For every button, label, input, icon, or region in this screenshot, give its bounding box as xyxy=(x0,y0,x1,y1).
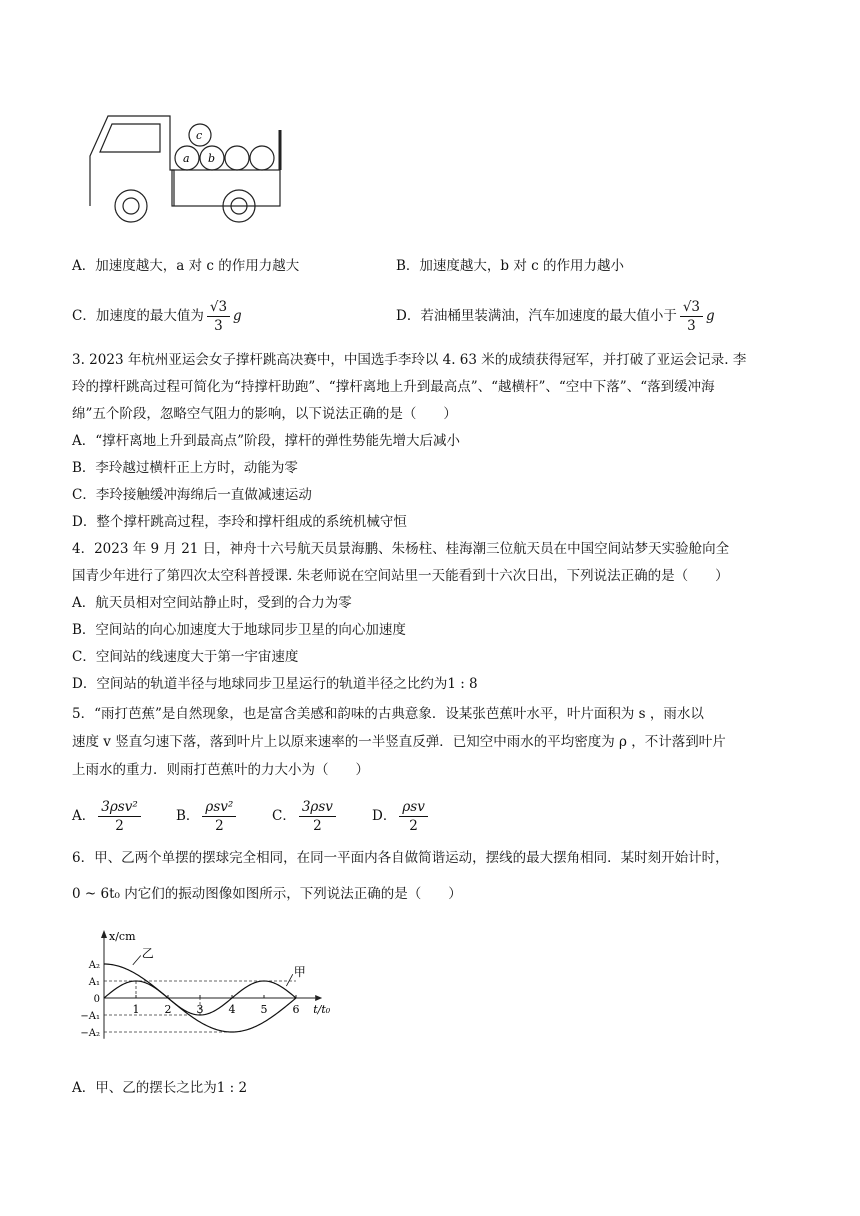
q5-stem-line-1: 5．“雨打芭蕉”是自然现象，也是富含美感和韵味的古典意象．设某张芭蕉叶水平，叶片面积为 s ，雨水以 xyxy=(72,706,704,722)
q3-stem-line-1: 3. 2023 年杭州亚运会女子撑杆跳高决赛中，中国选手李玲以 4. 63 米的成绩获得冠军，并打破了亚运会记录. 李 xyxy=(72,352,747,368)
q2-option-d xyxy=(396,294,715,338)
frac-denominator: 2 xyxy=(313,818,322,834)
y-tick-label: A₂ xyxy=(88,960,100,971)
oscillation-chart xyxy=(74,928,344,1058)
q3-option-c: C．李玲接触缓冲海绵后一直做减速运动 xyxy=(72,487,312,503)
q3-option-d: D．整个撑杆跳高过程，李玲和撑杆组成的系统机械守恒 xyxy=(72,514,407,530)
x-axis-label: t/t₀ xyxy=(313,1003,331,1016)
series-label-jia: 甲 xyxy=(293,965,306,980)
q5-option-d xyxy=(372,794,431,838)
q3-option-b: B．李玲越过横杆正上方时，动能为零 xyxy=(72,460,298,476)
q3-stem-line-3: 绵”五个阶段，忽略空气阻力的影响，以下说法正确的是（ ） xyxy=(72,406,457,422)
q2-option-b: B．加速度越大，b 对 c 的作用力越小 xyxy=(396,258,624,274)
q5-option-b xyxy=(176,794,239,838)
g-symbol: g xyxy=(233,308,242,324)
q2-option-a: A．加速度越大，a 对 c 的作用力越大 xyxy=(72,258,300,274)
frac-denominator: 2 xyxy=(215,818,224,834)
sqrt3-over-3 xyxy=(680,298,703,335)
frac-numerator: 3ρsv xyxy=(299,798,336,817)
q5-stem-line-3: 上雨水的重力．则雨打芭蕉叶的力大小为（ ） xyxy=(72,762,369,778)
series-leader-yi xyxy=(133,956,141,965)
label-c: c xyxy=(196,129,203,142)
q5-option-a xyxy=(72,794,144,838)
y-tick-label: −A₂ xyxy=(80,1028,100,1039)
q3-option-a: A．“撑杆离地上升到最高点”阶段，撑杆的弹性势能先增大后减小 xyxy=(72,433,461,449)
label-a: a xyxy=(183,152,190,165)
frac-numerator: √3 xyxy=(207,298,230,317)
label-b: b xyxy=(208,152,216,165)
q6-stem-line-1: 6．甲、乙两个单摆的摆球完全相同，在同一平面内各自做简谐运动，摆线的最大摆角相同．某时刻开始计时， xyxy=(72,850,729,866)
q4-stem-line-2: 国青少年进行了第四次太空科普授课. 朱老师说在空间站里一天能看到十六次日出，下列说法正确的是（ ） xyxy=(72,568,729,584)
frac-denominator: 3 xyxy=(214,318,223,334)
option-label: D． xyxy=(372,808,397,824)
q4-stem-line-1: 4．2023 年 9 月 21 日，神舟十六号航天员景海鹏、朱杨柱、桂海潮三位航天员在中国空间站梦天实验舱向全 xyxy=(72,541,730,557)
x-tick-label: 6 xyxy=(292,1003,300,1016)
frac-numerator: ρsv xyxy=(399,798,428,817)
fraction xyxy=(202,798,236,835)
option-label: C． xyxy=(272,808,296,824)
x-tick-label: 4 xyxy=(228,1003,236,1016)
q5-stem-line-2: 速度 v 竖直匀速下落，落到叶片上以原来速率的一半竖直反弹．已知空中雨水的平均密度为 ρ ，不计落到叶片 xyxy=(72,734,726,750)
x-tick-label: 3 xyxy=(196,1003,204,1016)
q4-option-c: C．空间站的线速度大于第一宇宙速度 xyxy=(72,649,299,665)
frac-denominator: 3 xyxy=(687,318,696,334)
sqrt3-over-3 xyxy=(207,298,230,335)
y-axis-label: x/cm xyxy=(109,930,136,943)
q2-option-c-text: C．加速度的最大值为 xyxy=(72,308,204,324)
fraction xyxy=(399,798,428,835)
q4-option-d: D．空间站的轨道半径与地球同步卫星运行的轨道半径之比约为1 : 8 xyxy=(72,676,478,692)
frac-numerator: ρsv² xyxy=(202,798,236,817)
option-label: B． xyxy=(176,808,200,824)
q2-option-c xyxy=(72,294,242,338)
y-tick-label: −A₁ xyxy=(80,1011,100,1022)
q4-option-b: B．空间站的向心加速度大于地球同步卫星的向心加速度 xyxy=(72,622,406,638)
cab-window xyxy=(100,124,160,152)
q3-stem-line-2: 玲的撑杆跳高过程可简化为“持撑杆助跑”、“撑杆离地上升到最高点”、“越横杆”、“空中下落”、“落到缓冲海 xyxy=(72,379,715,395)
y-tick-label: A₁ xyxy=(88,977,100,988)
frac-denominator: 2 xyxy=(409,818,418,834)
fraction xyxy=(98,798,141,835)
y-axis-arrow xyxy=(101,930,107,938)
q6-stem-line-2: 0 ~ 6t₀ 内它们的振动图像如图所示，下列说法正确的是（ ） xyxy=(72,886,462,902)
x-tick-label: 2 xyxy=(164,1003,172,1016)
q5-option-c xyxy=(272,794,339,838)
truck-figure xyxy=(86,110,292,230)
truck-cab xyxy=(90,116,174,206)
series-leader-jia xyxy=(286,974,292,986)
option-label: A． xyxy=(72,808,96,824)
fraction xyxy=(299,798,336,835)
q6-option-a: A．甲、乙的摆长之比为1 : 2 xyxy=(72,1080,248,1096)
q4-option-a: A．航天员相对空间站静止时，受到的合力为零 xyxy=(72,595,352,611)
frac-numerator: 3ρsv² xyxy=(98,798,141,817)
x-axis-arrow xyxy=(315,995,322,1001)
front-wheel xyxy=(115,190,147,222)
frac-denominator: 2 xyxy=(115,818,124,834)
y-tick-label: 0 xyxy=(93,994,100,1005)
truck-bed xyxy=(172,170,280,206)
q2-option-d-text: D．若油桶里装满油，汽车加速度的最大值小于 xyxy=(396,308,677,324)
frac-numerator: √3 xyxy=(680,298,703,317)
g-symbol: g xyxy=(706,308,715,324)
x-tick-label: 5 xyxy=(260,1003,268,1016)
series-label-yi: 乙 xyxy=(141,946,154,961)
x-tick-label: 1 xyxy=(132,1003,140,1016)
